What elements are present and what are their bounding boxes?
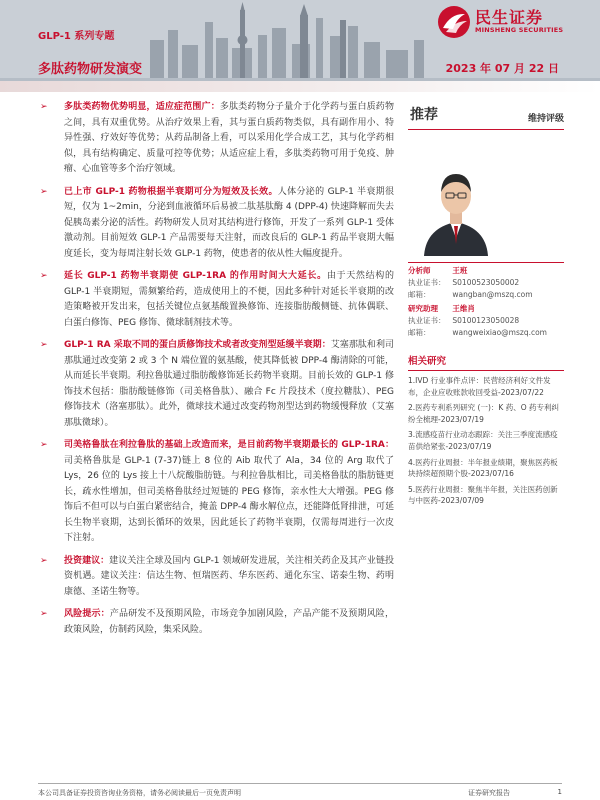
summary-point xyxy=(38,438,394,547)
minsheng-logo xyxy=(437,5,587,41)
analyst-1-role-row xyxy=(408,265,564,277)
arrow-bullet-icon: ➢ xyxy=(40,102,48,112)
point-heading: 投资建议： xyxy=(64,555,110,566)
point-heading: 多肽类药物优势明显，适应症范围广： xyxy=(64,102,220,112)
point-heading: 司美格鲁肽在利拉鲁肽的基础上改造而来，是目前药物半衰期最长的 GLP-1RA： xyxy=(64,440,394,450)
point-text: 艾塞那肽和利司那肽通过改变第 2 或 3 个 N 端位置的氨基酸，使其降低被 DPP-4 酶清除的可能，从而延长半衰期。利拉鲁肽通过脂肪酸修饰延长药物半衰期。目前长效的 GLP-1 修饰技术包括：脂肪酸链修饰（司美格鲁肽）、融合 Fc 片段技术（度拉糖肽）、PEG 修饰技术（洛塞那肽）。此外，微球技术通过改变药物剂型达到药物缓慢释放（艾塞那肽微球）。 xyxy=(64,340,394,428)
sidebar xyxy=(408,100,564,507)
report-date: 2023 年 07 月 22 日 xyxy=(445,62,559,75)
arrow-bullet-icon: ➢ xyxy=(40,555,48,566)
summary-point xyxy=(38,185,394,263)
summary-point xyxy=(38,607,394,638)
related-item[interactable]: 1.IVD 行业事件点评：民营经济利好文件发布，企业应收账款收回受益-2023/07/22 xyxy=(408,376,551,397)
summary-point xyxy=(38,338,394,431)
point-text: 建议关注全球及国内 GLP-1 领域研发进展，关注相关药企及其产业链投资机遇。建议关注：信达生物、恒瑞医药、华东医药、通化东宝、诺泰生物、药明康德、圣诺生物等。 xyxy=(64,555,394,597)
summary-point xyxy=(38,269,394,331)
analyst-1-role: 分析师 xyxy=(408,266,431,275)
analyst-2-cert: S0100123050028 xyxy=(452,316,520,325)
arrow-bullet-icon: ➢ xyxy=(40,186,48,197)
point-heading: 延长 GLP-1 药物半衰期使 GLP-1RA 的作用时间大大延长。 xyxy=(64,271,327,281)
arrow-bullet-icon: ➢ xyxy=(40,440,48,450)
cert-label: 执业证书： xyxy=(408,278,446,287)
footer-disclaimer: 本公司具备证券投资咨询业务资格，请务必阅读最后一页免责声明 xyxy=(38,789,241,797)
related-item[interactable]: 4.医药行业周报：半年报业绩期，聚焦医药板块持续超预期个股-2023/07/16 xyxy=(408,457,558,479)
analyst-1-email-row xyxy=(408,289,564,301)
point-text: 司美格鲁肽是 GLP-1 (7-37)链上 8 位的 Aib 取代了 Ala，34 位的 Arg 取代了 Lys，26 位的 Lys 接上十八烷酸脂肪链。与利拉鲁肽相比，司美格鲁肽的脂肪链更长，疏水性增加，但司美格鲁肽经过短链的 PEG 修饰，亲水性大大增强。PEG 修饰后不但可以与白蛋白紧密结合，掩盖 DPP-4 酶水解位点，还能降低肾排泄，可延长生物半衰期，达到长循环的效果，因此延长了药物半衰期，仅需每周进行一次皮下注射。 xyxy=(64,455,394,543)
footer-divider xyxy=(38,783,562,784)
analyst-2-email-row xyxy=(408,327,564,339)
minsheng-logo-mark xyxy=(437,5,471,39)
header-banner xyxy=(0,0,600,92)
analyst-1-email[interactable]: wangban@mszq.com xyxy=(452,290,533,299)
email-label: 邮箱： xyxy=(408,328,431,337)
analyst-block xyxy=(408,262,564,339)
analyst-2-role: 研究助理 xyxy=(408,304,438,313)
email-label: 邮箱： xyxy=(408,290,431,299)
point-heading: GLP-1 RA 采取不同的蛋白质修饰技术或者改变剂型延缓半衰期： xyxy=(64,340,331,350)
point-text: 多肽类药物分子量介于化学药与蛋白质药物之间，具有双重优势。从治疗效果上看，其与蛋白质药物类似，具有副作用小、特异性强、疗效好等优势；从药品制备上看，可以采用化学合成工艺，其与化学药相似，具有结构确定、质量可控等优势；从适应症上看，多肽类药物可用于免疫、肿瘤、心血管等多个治疗领域。 xyxy=(64,102,394,174)
summary-point xyxy=(38,100,394,178)
analyst-2-name: 王维肖 xyxy=(452,304,475,313)
point-text: 产品研发不及预期风险，市场竞争加剧风险，产品产能不及预期风险，政策风险，仿制药风险，集采风险。 xyxy=(64,609,394,635)
arrow-bullet-icon: ➢ xyxy=(40,609,48,619)
arrow-bullet-icon: ➢ xyxy=(40,271,48,281)
analyst-1-name: 王班 xyxy=(452,266,468,275)
header-fade xyxy=(0,81,600,92)
analyst-2-email[interactable]: wangweixiao@mszq.com xyxy=(452,328,547,337)
point-text: 人体分泌的 GLP-1 半衰期很短，仅为 1~2min，分泌到血液循环后易被二肽基肽酶 4 (DPP-4) 快速降解而失去促胰岛素分泌的活性。药物研发人员对其结构进行修饰，开发了一系列 GLP-1 受体激动剂。目前短效 GLP-1 产品需要每天注射，而改良后的 GLP-1 药品半衰期大幅度延长，变为每周注射长效 GLP-1 药物，使患者的依从性大幅度提升。 xyxy=(64,186,395,259)
analyst-2-cert-row xyxy=(408,315,564,327)
analyst-1-cert-row xyxy=(408,277,564,289)
analyst-1-cert: S0100523050002 xyxy=(452,278,520,287)
arrow-bullet-icon: ➢ xyxy=(40,340,48,350)
point-text: 由于天然结构的 GLP-1 半衰期短，需频繁给药，造成使用上的不便，因此多种针对延长半衰期的改造策略被开发出来，包括关键位点氨基酸置换修饰、连接脂肪酸侧链、抗体偶联、白蛋白修饰、PEG 修饰、微球制剂技术等。 xyxy=(64,271,394,328)
summary-point xyxy=(38,554,394,601)
recommend-label: 推荐 xyxy=(410,107,438,123)
analyst-2-role-row xyxy=(408,303,564,315)
rating-label: 维持评级 xyxy=(527,114,564,124)
related-research xyxy=(408,353,564,507)
cert-label: 执业证书： xyxy=(408,316,446,325)
series-label: GLP-1 系列专题 xyxy=(38,31,115,42)
related-item[interactable]: 5.医药行业周报：聚焦半年报，关注医药创新与中医药-2023/07/09 xyxy=(408,484,558,506)
report-title: 多肽药物研发演变 xyxy=(38,62,143,77)
footer-report-type: 证券研究报告 xyxy=(468,789,510,797)
page-number: 1 xyxy=(557,788,562,796)
summary-body xyxy=(38,100,394,645)
logo-text-cn: 民生证券 xyxy=(475,8,544,27)
rating-header xyxy=(408,100,564,130)
analyst-photo xyxy=(416,156,496,256)
related-item[interactable]: 2.医药专利系列研究 (一)：K 药、O 药专利纠纷全梳理-2023/07/19 xyxy=(408,403,559,424)
related-title: 相关研究 xyxy=(408,353,564,371)
related-item[interactable]: 3.流感疫苗行业动态跟踪：关注三季度流感疫苗供给紧张-2023/07/19 xyxy=(408,430,558,451)
logo-text-en: MINSHENG SECURITIES xyxy=(475,26,564,34)
point-heading: 已上市 GLP-1 药物根据半衰期可分为短效及长效。 xyxy=(64,186,278,197)
point-heading: 风险提示： xyxy=(64,609,110,619)
